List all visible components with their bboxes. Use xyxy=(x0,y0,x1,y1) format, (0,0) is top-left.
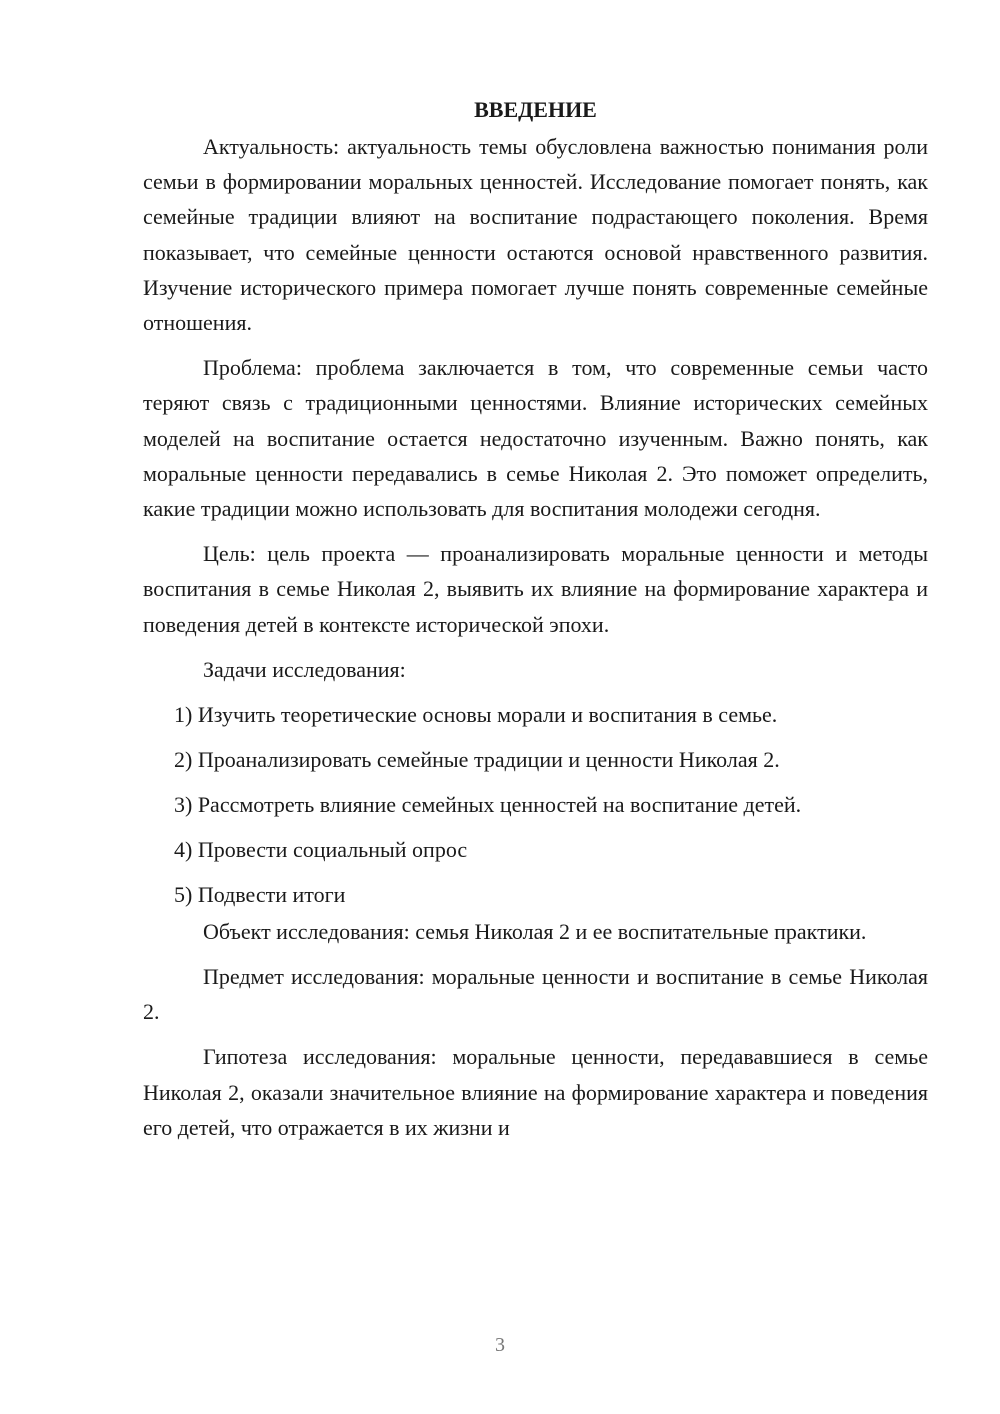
page-number: 3 xyxy=(495,1334,505,1356)
list-item: 5) Подвести итоги xyxy=(174,881,346,907)
paragraph-actuality: Актуальность: актуальность темы обусловлена важностью понимания роли семьи в формировании моральных ценностей. Исследование помогает понять, как семейные традиции влияют на воспитание подрастающего поколения. Время показывает, что семейные ценности остаются основой нравственного развития. Изучение исторического примера помогает лучше понять современные семейные отношения. xyxy=(143,134,928,336)
list-item: 2) Проанализировать семейные традиции и ценности Николая 2. xyxy=(174,746,780,772)
section-title: ВВЕДЕНИЕ xyxy=(474,97,597,122)
list-item: 1) Изучить теоретические основы морали и воспитания в семье. xyxy=(174,701,778,727)
paragraph-subject: Предмет исследования: моральные ценности и воспитание в семье Николая 2. xyxy=(143,964,928,1025)
document-page xyxy=(143,92,928,1145)
tasks-list xyxy=(143,697,928,912)
list-item: 4) Провести социальный опрос xyxy=(174,836,468,862)
list-item: 3) Рассмотреть влияние семейных ценностей на воспитание детей. xyxy=(174,791,802,817)
paragraph-problem: Проблема: проблема заключается в том, что современные семьи часто теряют связь с традиционными ценностями. Влияние исторических семейных моделей на воспитание остается недостаточно изученным. Важно понять, как моральные ценности передавались в семье Николая 2. Это поможет определить, какие традиции можно использовать для воспитания молодежи сегодня. xyxy=(143,355,928,522)
paragraph-goal: Цель: цель проекта — проанализировать моральные ценности и методы воспитания в семье Николая 2, выявить их влияние на формирование характера и поведения детей в контексте исторической эпохи. xyxy=(143,541,928,637)
paragraph-object: Объект исследования: семья Николая 2 и ее воспитательные практики. xyxy=(203,918,867,944)
paragraph-hypothesis: Гипотеза исследования: моральные ценности, передававшиеся в семье Николая 2, оказали значительное влияние на формирование характера и поведения его детей, что отражается в их жизни и xyxy=(143,1044,928,1140)
tasks-heading: Задачи исследования: xyxy=(203,656,406,682)
